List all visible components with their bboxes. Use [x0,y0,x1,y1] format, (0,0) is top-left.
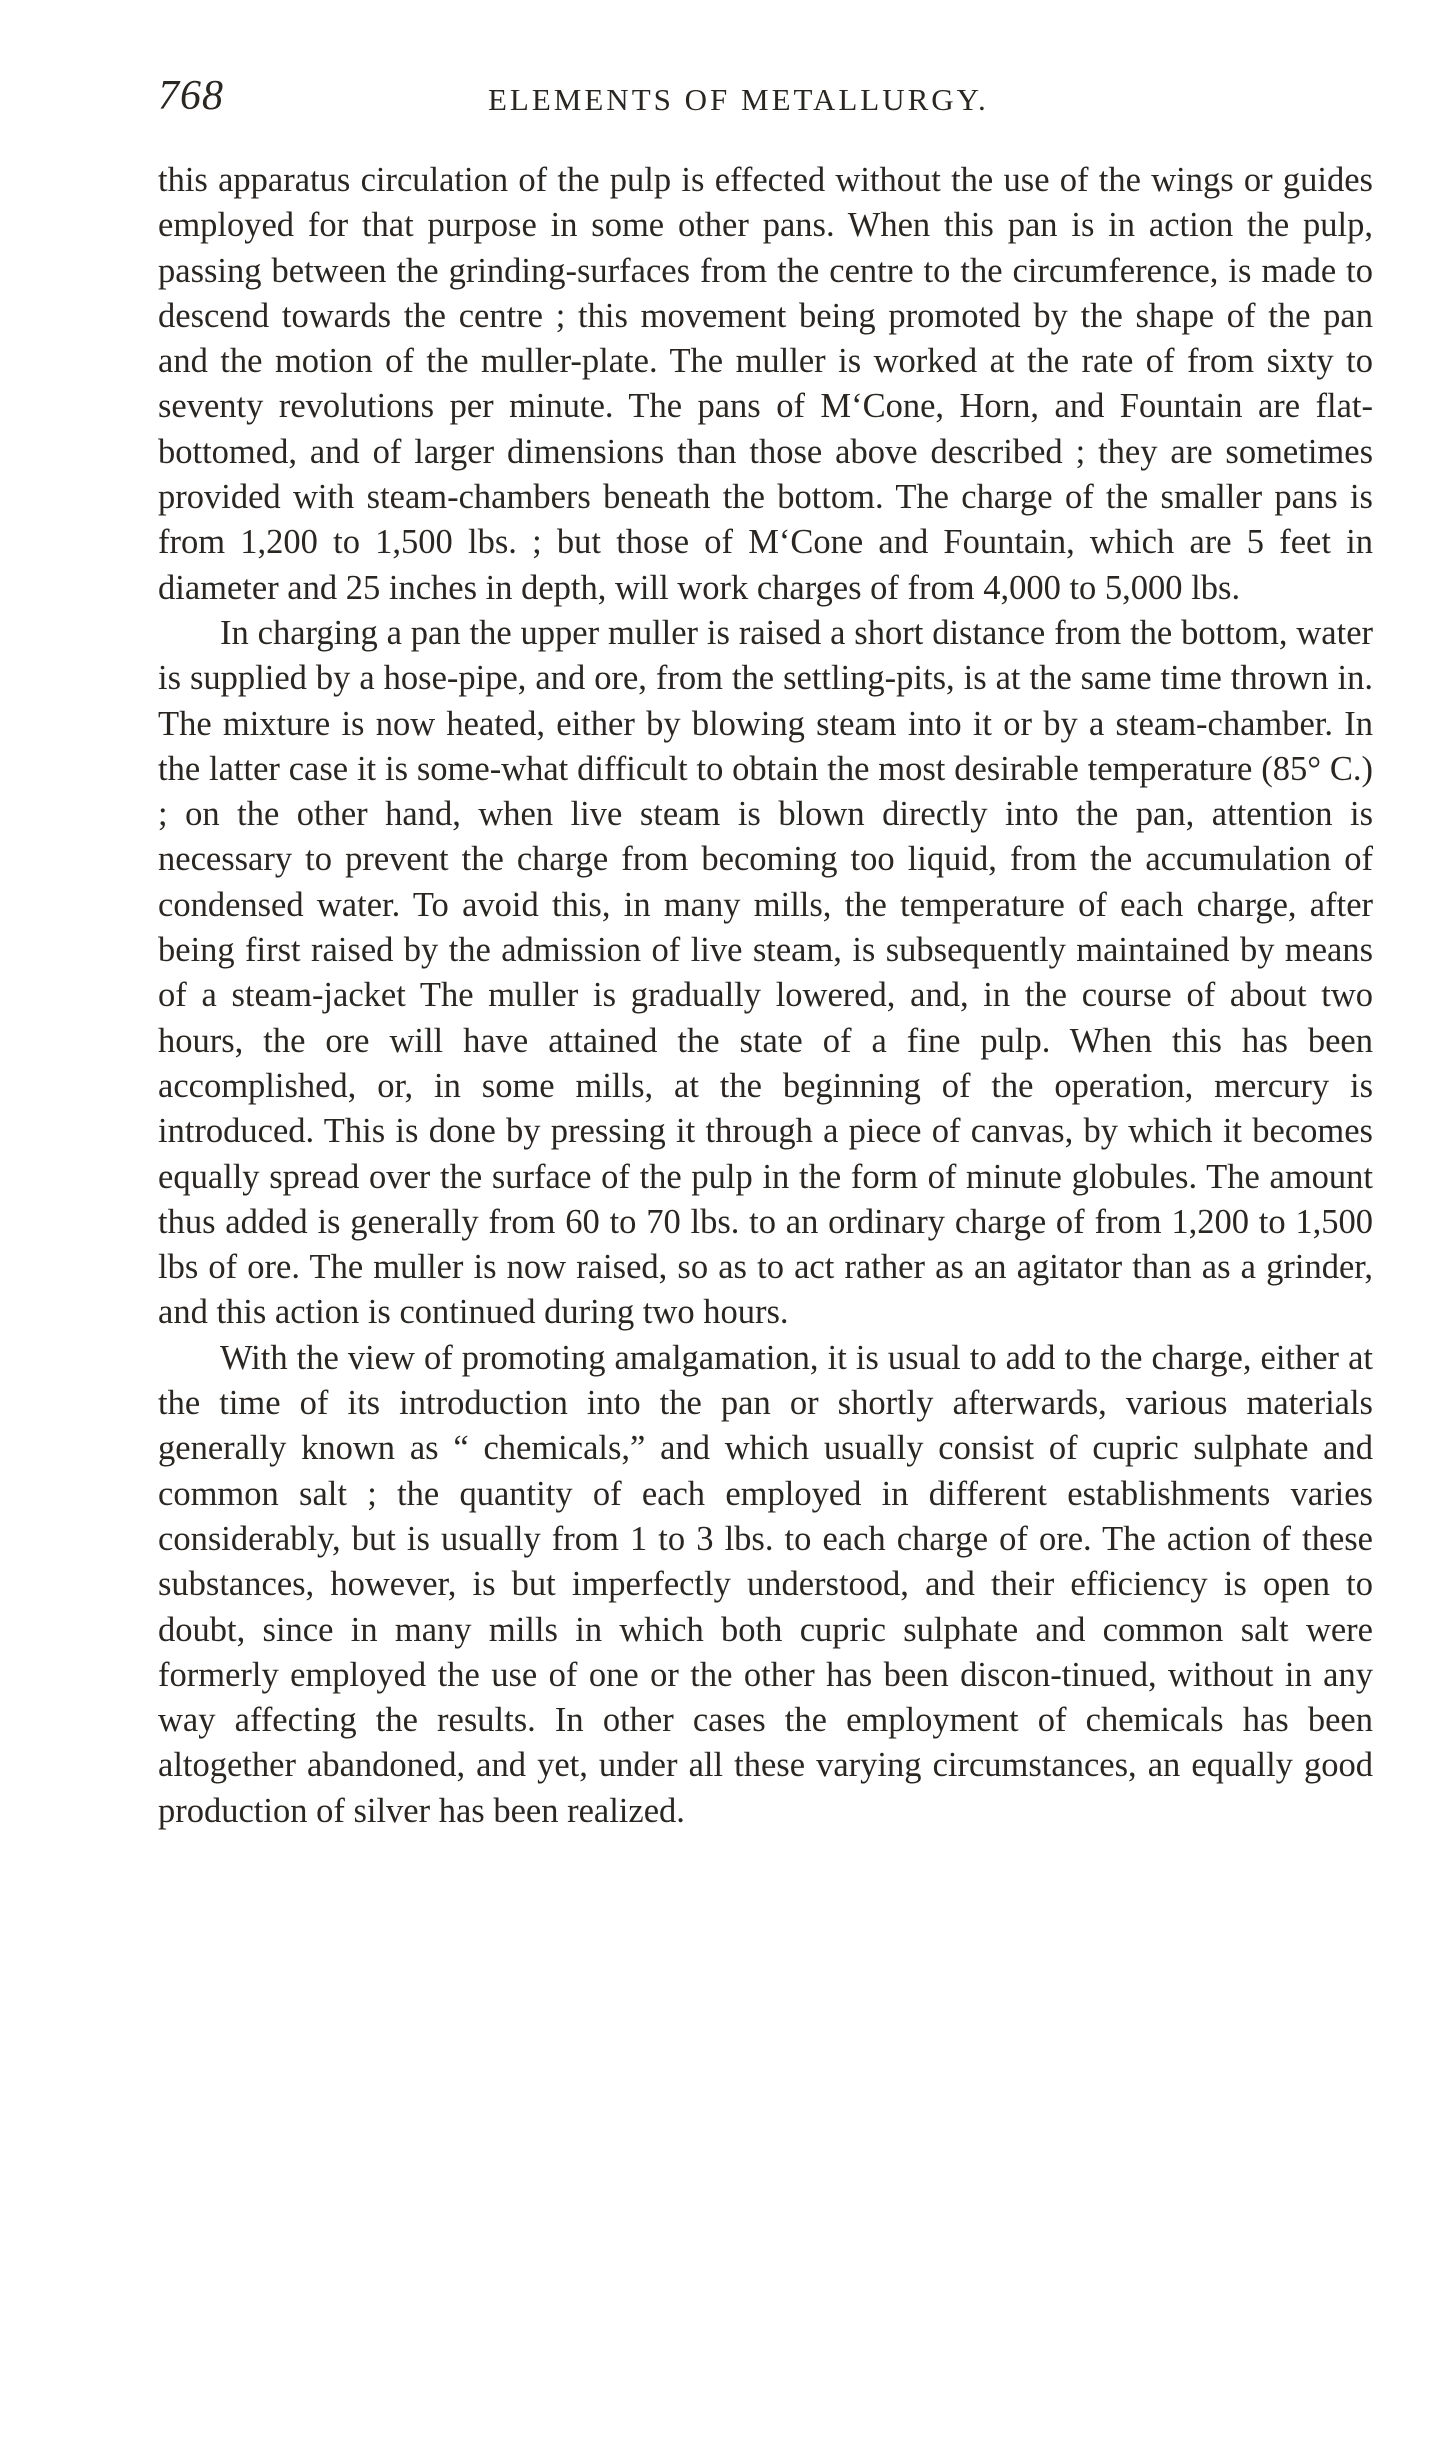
running-head: ELEMENTS OF METALLURGY. [488,82,989,117]
body-text [158,158,1373,1834]
paragraph-charging-pan: In charging a pan the upper muller is raised a short distance from the bottom, water is supplied by a hose-pipe, and ore, from the settling-pits, is at the same time thrown in. The mixture is now heated, either by blowing steam into it or by a steam-chamber. In the latter case it is some-what difficult to obtain the most desirable temperature (85° C.) ; on the other hand, when live steam is blown directly into the pan, attention is necessary to prevent the charge from becoming too liquid, from the accumulation of condensed water. To avoid this, in many mills, the temperature of each charge, after being first raised by the admission of live steam, is subsequently maintained by means of a steam-jacket The muller is gradually lowered, and, in the course of about two hours, the ore will have attained the state of a fine pulp. When this has been accomplished, or, in some mills, at the beginning of the operation, mercury is introduced. This is done by pressing it through a piece of canvas, by which it becomes equally spread over the surface of the pulp in the form of minute globules. The amount thus added is generally from 60 to 70 lbs. to an ordinary charge of from 1,200 to 1,500 lbs of ore. The muller is now raised, so as to act rather as an agitator than as a grinder, and this action is continued during two hours. [158,613,1373,1332]
paragraph-chemicals: With the view of promoting amalgamation, it is usual to add to the charge, either at the time of its introduction into the pan or shortly afterwards, various materials generally known as “ chemicals,” and which usually consist of cupric sulphate and common salt ; the quantity of each employed in different establishments varies considerably, but is usually from 1 to 3 lbs. to each charge of ore. The action of these substances, however, is but imperfectly understood, and their efficiency is open to doubt, since in many mills in which both cupric sulphate and common salt were formerly employed the use of one or the other has been discon-tinued, without in any way affecting the results. In other cases the employment of chemicals has been altogether abandoned, and yet, under all these varying circumstances, an equally good production of silver has been realized. [158,1338,1373,1830]
page-header [158,72,1378,132]
page-number: 768 [158,73,224,119]
paragraph-continuation: this apparatus circulation of the pulp is effected without the use of the wings or guides employed for that purpose in some other pans. When this pan is in action the pulp, passing between the grinding-surfaces from the centre to the circumference, is made to descend towards the centre ; this movement being promoted by the shape of the pan and the motion of the muller-plate. The muller is worked at the rate of from sixty to seventy revolutions per minute. The pans of M‘Cone, Horn, and Fountain are flat-bottomed, and of larger dimensions than those above described ; they are sometimes provided with steam-chambers beneath the bottom. The charge of the smaller pans is from 1,200 to 1,500 lbs. ; but those of M‘Cone and Fountain, which are 5 feet in diameter and 25 inches in depth, will work charges of from 4,000 to 5,000 lbs. [158,161,1373,607]
